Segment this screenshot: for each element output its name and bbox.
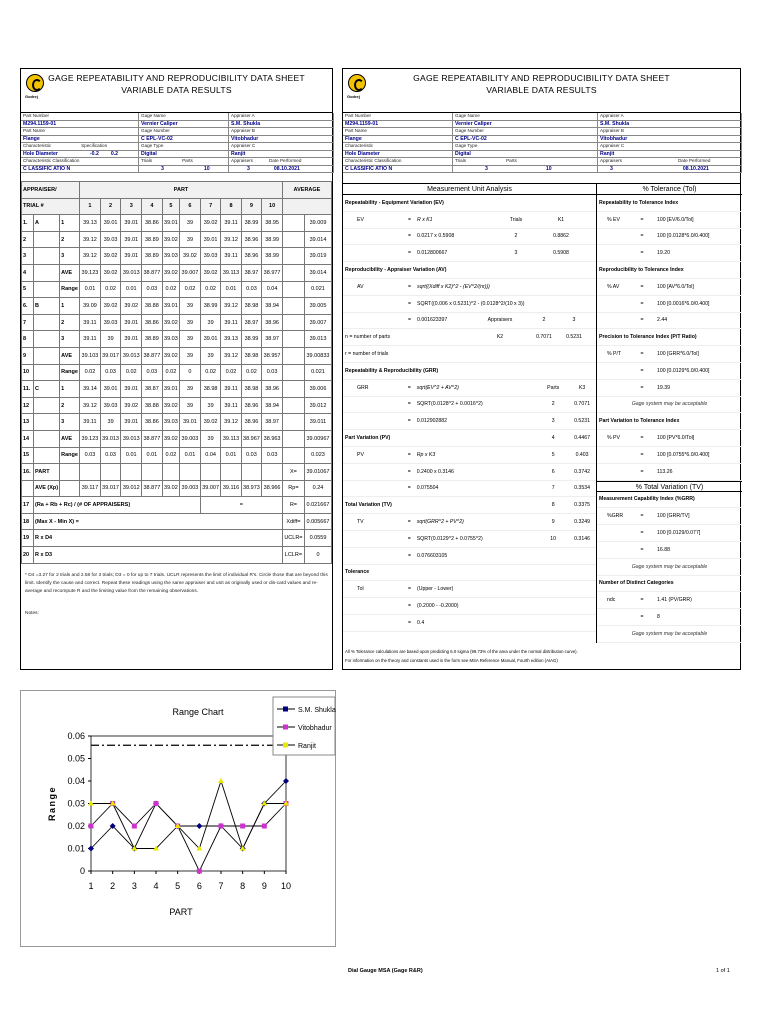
legend-label: S.M. Shukla [298,707,336,714]
table-row: 1. A 1 39.13 39.01 39.01 38.86 39.01 39 39.02 39.11 38.99 38.95 39.009 [22,215,332,232]
table-row: 12 2 39.12 39.03 39.02 38.88 39.02 39 39 39.11 38.96 38.94 39.012 [22,397,332,414]
table-row: 5 Range 0.01 0.02 0.01 0.03 0.02 0.02 0.02 0.01 0.03 0.04 0.021 [22,281,332,298]
table-header: TRIAL # 1 2 3 4 5 6 7 8 9 10 [22,198,332,215]
table-row: 9 AVE 39.103 39.017 39.013 38.877 39.02 39 39 39.12 38.98 38.957 39.00833 [22,347,332,364]
table-row: 7 2 39.11 39.03 39.01 38.86 39.02 39 39 39.11 38.97 38.96 39.007 [22,314,332,331]
x-tick-label: 10 [280,881,292,891]
sheet-title: GAGE REPEATABILITY AND REPRODUCIBILITY DATA SHEET VARIABLE DATA RESULTS [48,73,305,95]
plot-area [91,736,286,871]
x-tick-label: 1 [88,881,94,891]
table-row: 15 Range 0.03 0.03 0.01 0.01 0.02 0.01 0.04 0.01 0.03 0.03 0.023 [22,447,332,464]
y-tick-label: 0.03 [67,798,85,809]
x-tick-label: 8 [240,881,246,891]
info-grid: Part Number Gage Name Appraiser A M294.1159-01 Vernier Caliper S.M. Shukla Part Name Gage Number Appraiser B Flange C EPL-VC-02 Vitobhadur Characteristic Gage Type Appraiser C Hole Diameter Digital Ranjit Characteristic Classification Trials Parts Appraisers Date Performed C LASSIFIC ATIO N 3 10 3 08.10.2021 [343,113,740,173]
footer-right: 1 of 1 [716,968,730,974]
x-tick-label: 7 [218,881,224,891]
notes-text: * D4 =3.27 for 2 trials and 2.58 for 3 trials; D3 = 0 for up to 7 trials. UCLR represents the limit of individual R's. Circle those that are beyond this limit. Identify the cause and correct. Repeat these readings using the same appraiser and unit as originally used or dis-card values and re-average and recompute R and the limiting value from the remaining observations. [25,572,328,594]
table-row: 18 (Max X - Min X) = Xdiff= 0.005667 [22,513,332,530]
table-row: 4 AVE 39.123 39.02 39.013 38.877 39.02 39.007 39.02 39.113 38.97 38.977 39.014 [22,264,332,281]
table-row: 13 3 39.11 39 39.01 38.86 39.03 39.01 39.02 39.12 38.96 38.97 39.011 [22,414,332,431]
y-tick-label: 0 [79,866,85,876]
data-point [219,824,224,829]
legend-marker [283,743,288,748]
measurement-unit-analysis: Measurement Unit Analysis Repeatability - Equipment Variation (EV) EV = R x K1 Trials K1 = 0.0217 x 0.5908 2 0.8862 = 0.012800667 3 0.5908 Reproducibility - Appraiser Variation (AV) AV = sqrt((Xdiff x K2)^2 - (EV^2/(nr))) = SQRT((0.006 x 0.5231)^2 - (0.0128^2/(10 x 3)) = 0.001623397 Appraisers 2 3 n = number of parts K2 0.7071 0.5231 r = number of trials Repeatability & Reproducibility (GRR) GRR = sqrt(EV^2 + AV^2) Parts K3 = SQRT(0.0128^2 + 0.0016^2) 2 0.7071 = 0.012902882 3 0.5231 Part Variation (PV) 4 0.4467 PV = Rp x K3 5 0.403 = 0.2400 x 0.3146 6 0.3742 = 0.075504 7 0.3534 Total Variation (TV) 8 0.3375 TV = sqrt(GRR^2 + PV^2) 9 0.3249 = SQRT(0.0129^2 + 0.0755^2) 10 0.3146 = 0.076603105 Tolerance Tol = (Upper - Lower) = (0.2000 - -0.2000) = 0.4 [343,184,597,643]
x-tick-label: 6 [196,881,202,891]
tolerance-analysis: % Tolerance (Tol) Repeatability to Tolerance Index % EV = 100 [EV/6.0/Tol] = 100 [0.0128*6.0/0.400] = 19.20 Reproducibility to Tolerance Index % AV = 100 [AV*6.0/Tol] = 100 [0.0016*6.0/0.400] = 2.44 Precision to Tolerance Index (P/T Ratio) % P/T = 100 [GRR*6.0/Tol] = 100 [0.0129*6.0/0.400] = 19.39 Gage system may be acceptable Part Variation to Tolerance Index % PV = 100 [PV*6.0/Tol] = 100 [0.0755*6.0/0.400] = 113.26 % Total Variation (TV) Measurement Capability Index (%GRR) %GRR = 100 [GRR/TV] = 100 [0.0129/0.077] = 16.88 Gage system may be acceptable Number of Distinct Categories ndc = 1.41 (PV/GRR) = 8 Gage system may be acceptable [597,184,742,643]
x-tick-label: 5 [175,881,181,891]
right-header [343,69,740,113]
data-point [197,869,202,874]
table-row: AVE (Xp) 39.117 39.017 39.012 38.877 39.02 39.003 39.007 39.116 38.973 38.966 Rp= 0.24 [22,480,332,497]
x-tick-label: 4 [153,881,159,891]
y-tick-label: 0.05 [67,753,85,764]
legend-label: Ranjit [298,743,316,750]
y-tick-label: 0.04 [67,776,85,786]
table-row: 3 3 39.12 39.02 39.01 38.89 39.03 39.02 39.03 39.11 38.96 38.99 39.019 [22,248,332,265]
right-analysis-sheet [342,68,741,670]
data-point [262,824,267,829]
sheet-title: GAGE REPEATABILITY AND REPRODUCIBILITY DATA SHEET VARIABLE DATA RESULTS [413,73,670,95]
left-data-sheet [20,68,333,670]
y-axis-label: Range [47,785,57,822]
table-row: 10 Range 0.02 0.03 0.02 0.03 0.02 0 0.02 0.02 0.02 0.03 0.021 [22,364,332,381]
x-axis-label: PART [169,907,193,917]
x-tick-label: 2 [110,881,116,891]
table-row: 17 (Ra + Rb + Rc) / (# OF APPRAISERS) = R= 0.021667 [22,497,332,514]
data-point [240,824,245,829]
info-grid: Part Number Gage Name Appraiser A M294.1159-01 Vernier Caliper S.M. Shukla Part Name Gage Number Appraiser B Flange C EPL-VC-02 Vitobhadur Characteristic Specification Gage Type Appraiser C Hole Diameter -0.2 0.2 Digital Ranjit Characteristic Classification Trials Parts Appraisers Date Performed C LASSIFIC ATIO N 3 10 3 08.10.2021 [21,113,332,173]
godrej-logo: Godrej [25,72,45,106]
notes-label: Notes: [25,610,39,616]
footnotes: All % Tolerance calculations are based upon predicting 6.0 sigma (99.73% of the area under the normal distribution curve). For information on the theory and constants used in the form see MSA Reference Manual, Fourth edition (AIAG) [345,648,578,663]
analysis-section [343,183,740,643]
legend-label: Vitobhadur [298,725,332,732]
range-chart-svg [21,691,337,948]
range-chart [20,690,336,947]
legend-marker [283,725,288,730]
table-header: APPRAISER/ PART AVERAGE [22,182,332,199]
table-row: 20 R x D3 LCLR= 0 [22,547,332,564]
left-header [21,69,332,113]
table-row: 16. PART X= 39.01067 [22,464,332,481]
y-tick-label: 0.01 [67,843,85,854]
godrej-logo: Godrej [347,72,367,106]
data-point [89,824,94,829]
chart-title: Range Chart [172,707,224,717]
x-tick-label: 3 [131,881,137,891]
table-row: 2 2 39.12 39.03 39.01 38.89 39.02 39 39.01 39.12 38.96 38.99 39.014 [22,231,332,248]
x-tick-label: 9 [261,881,267,891]
y-tick-label: 0.06 [67,731,85,741]
table-row: 6. B 1 39.09 39.02 39.02 38.88 39.01 39 38.99 39.12 38.98 38.94 39.005 [22,298,332,315]
data-point [154,801,159,806]
measurement-table [21,181,332,564]
y-tick-label: 0.02 [67,821,85,831]
data-point [132,824,137,829]
table-row: 8 3 39.11 39 39.01 38.89 39.03 39 39.01 39.13 38.99 38.97 39.013 [22,331,332,348]
table-row: 11. C 1 39.14 39.01 39.01 38.87 39.01 39 38.98 39.11 38.98 38.96 39.006 [22,381,332,398]
footer-left: Dial Gauge MSA (Gage R&R) [348,968,423,974]
table-row: 14 AVE 39.123 39.013 39.013 38.877 39.02 39.003 39 39.113 38.967 38.963 39.00967 [22,430,332,447]
table-row: 19 R x D4 UCLR= 0.0559 [22,530,332,547]
legend-marker [283,707,288,712]
